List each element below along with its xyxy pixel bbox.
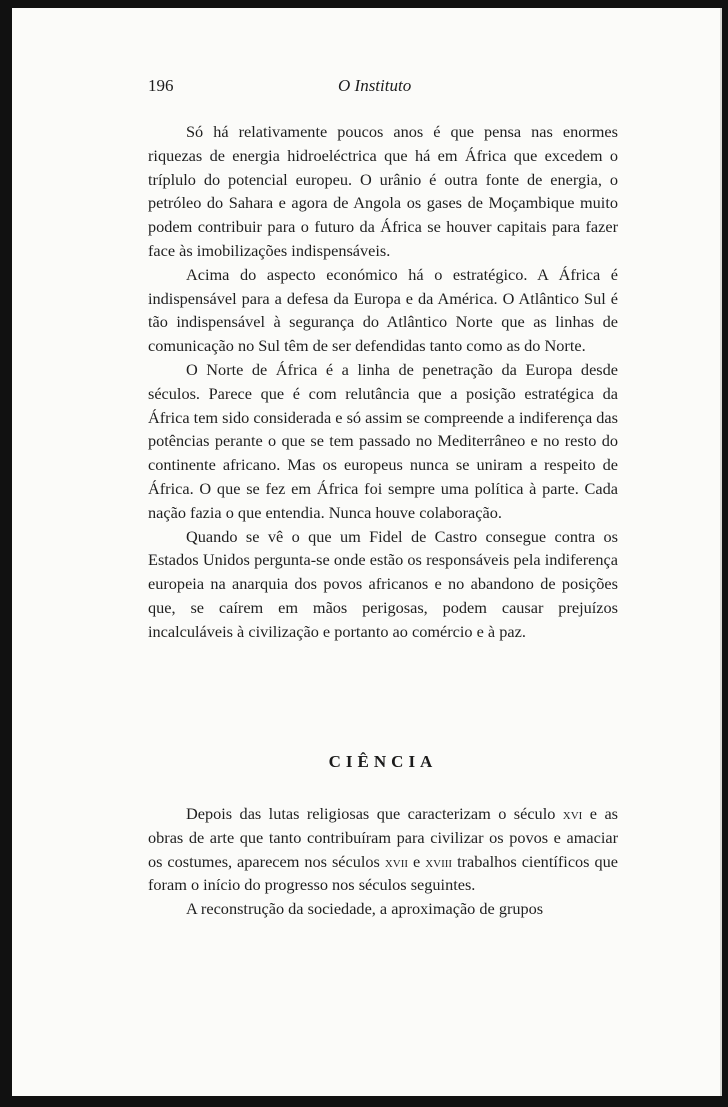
paragraph-2: Acima do aspecto económico há o estratégico. A África é indispensável para a defesa da Europa e da América. O Atlântico Sul é tão indispensável à segurança do Atlântico Norte que as linhas de comunicação no Sul têm de ser defendidas tanto como as do Norte. bbox=[148, 264, 618, 356]
paragraph-3: O Norte de África é a linha de penetração da Europa desde séculos. Parece que é com relutância que a posição estratégica da África tem sido considerada e só assim se compreende a indiferença das potências perante o que se tem passado no Mediterrâneo e no resto do continente africano. Mas os europeus nunca se uniram a respeito de África. O que se fez em África foi sempre uma política à parte. Cada nação fazia o que entendia. Nunca houve colaboração. bbox=[148, 359, 618, 522]
science-text-1: Depois das lutas religiosas que caracterizam o século bbox=[186, 804, 563, 823]
science-text-2: e as obras de arte que tanto contribuíram para civilizar os povos e amaciar os costumes, aparecem nos séculos bbox=[148, 804, 619, 871]
paragraph-1: Só há relativamente poucos anos é que pensa nas enormes riquezas de energia hidroeléctrica que há em África que excedem o tríplulo do potencial europeu. O urânio é outra fonte de energia, o petróleo do Sahara e agora de Angola os gases de Moçambique muito podem contribuir para o futuro da África se houver capitais para fazer face às imobilizações indispensáveis. bbox=[148, 122, 618, 260]
running-title: O Instituto bbox=[338, 76, 412, 95]
science-text-and: e bbox=[408, 851, 426, 871]
century-xvii: xvii bbox=[384, 851, 409, 871]
paragraph-4: Quando se vê o que um Fidel de Castro consegue contra os Estados Unidos pergunta-se onde estão os responsáveis pela indiferença europeia na anarquia dos povos africanos e no abandono de posições que, se caírem em mãos perigosas, podem causar prejuízos incalculáveis à civilização e portanto ao comércio e à paz. bbox=[148, 526, 618, 641]
paragraph-science-1 bbox=[148, 802, 618, 897]
century-xviii: xviii bbox=[425, 851, 453, 871]
body-section-africa bbox=[148, 120, 618, 644]
century-xvi: xvi bbox=[562, 804, 583, 823]
science-text-3: trabalhos científicos que foram o início do progresso nos séculos seguintes. bbox=[148, 851, 618, 895]
page-number: 196 bbox=[148, 76, 174, 95]
page-header bbox=[148, 76, 618, 100]
body-section-science bbox=[148, 802, 618, 921]
section-heading-ciencia: CIÊNCIA bbox=[328, 752, 438, 771]
paragraph-science-2: A reconstrução da sociedade, a aproximação de grupos bbox=[186, 899, 544, 919]
